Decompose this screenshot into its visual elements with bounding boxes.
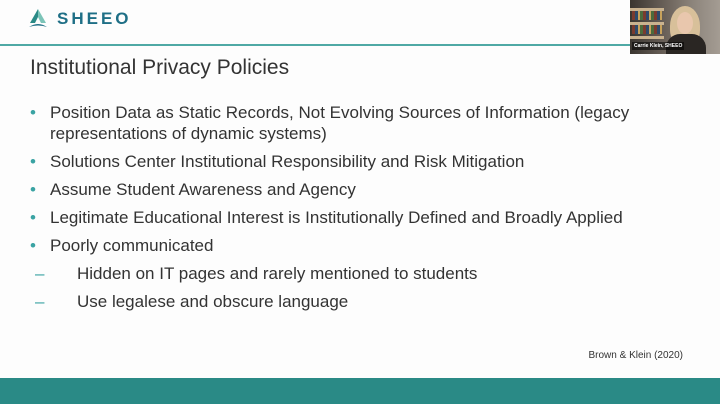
bullet-dot-icon: • (30, 236, 36, 255)
bullet-item: • Assume Student Awareness and Agency (30, 180, 356, 199)
footer-band (0, 378, 720, 404)
sheeo-logo-icon (27, 8, 49, 30)
bullet-item: • Legitimate Educational Interest is Institutionally Defined and Broadly Applied (30, 208, 623, 227)
dash-icon: – (35, 292, 45, 311)
bullet-list (30, 102, 690, 319)
bullet-dot-icon: • (30, 208, 36, 227)
bullet-dot-icon: • (30, 103, 36, 122)
sub-bullet-item: – Use legalese and obscure language (35, 292, 349, 311)
sheeo-logo (27, 8, 132, 30)
bullet-item: • Position Data as Static Records, Not Evolving Sources of Information (legacy representations of dynamic systems) (30, 103, 630, 143)
participant-video-tile[interactable] (630, 0, 720, 54)
citation: Brown & Klein (2020) (588, 350, 683, 361)
bullet-item: • Solutions Center Institutional Responsibility and Risk Mitigation (30, 152, 525, 171)
dash-icon: – (35, 264, 45, 283)
bullet-dot-icon: • (30, 180, 36, 199)
bullet-item: • Poorly communicated (30, 236, 214, 255)
participant-name-label: Carrie Klein, SHEEO (634, 43, 683, 49)
slide-title: Institutional Privacy Policies (30, 56, 290, 79)
header-divider (0, 44, 720, 46)
sub-bullet-item: – Hidden on IT pages and rarely mentioned to students (35, 264, 478, 283)
bullet-dot-icon: • (30, 152, 36, 171)
logo-text: SHEEO (57, 9, 132, 28)
